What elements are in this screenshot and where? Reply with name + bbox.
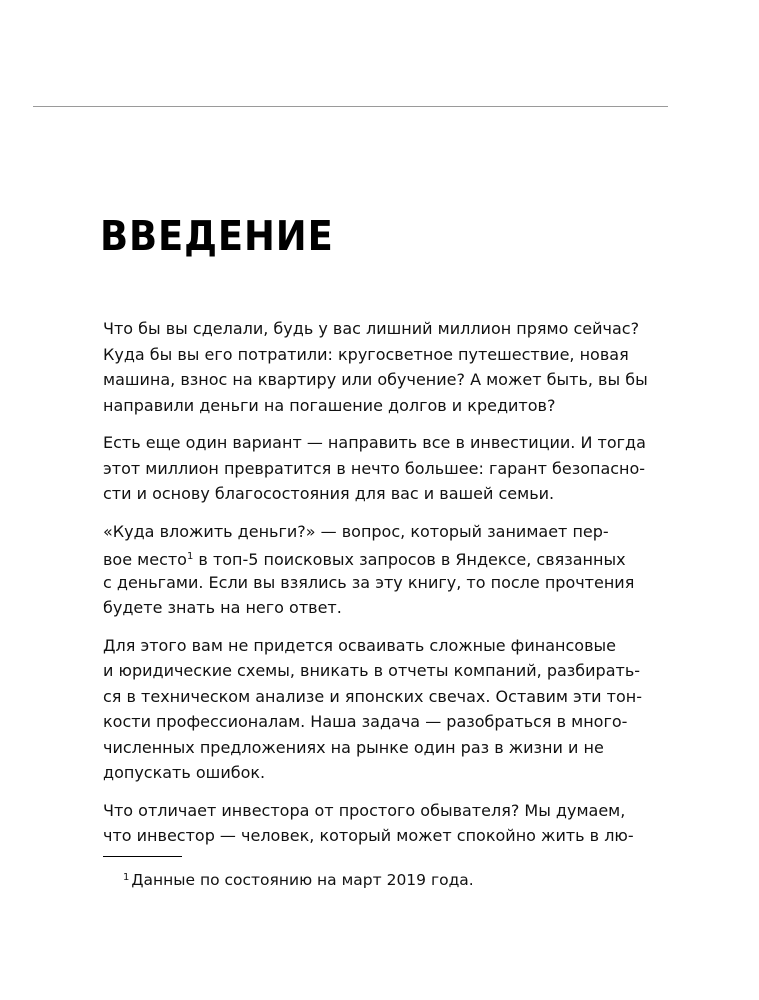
text-line: допускать ошибок. — [103, 763, 266, 782]
body-text — [103, 316, 648, 861]
chapter-title: ВВЕДЕНИЕ — [100, 212, 334, 260]
paragraph-5 — [103, 798, 634, 849]
text-line: сти и основу благосостояния для вас и вашей семьи. — [103, 484, 555, 503]
text-line: будете знать на него ответ. — [103, 598, 342, 617]
text-line: этот миллион превратится в нечто большее: гарант безопасно- — [103, 458, 646, 478]
footnote-reference: 1 — [186, 551, 194, 562]
text-line: Что бы вы сделали, будь у вас лишний миллион прямо сейчас? — [103, 319, 640, 338]
text-line: кости профессионалам. Наша задача — разобраться в много- — [103, 712, 628, 731]
text-fragment: вое место — [103, 550, 187, 569]
paragraph-1 — [103, 316, 648, 418]
text-line-with-footnote — [103, 544, 626, 570]
text-line: Есть еще один вариант — направить все в инвестиции. И тогда — [103, 433, 646, 452]
text-line: направили деньги на погашение долгов и кредитов? — [103, 395, 556, 415]
text-line: ся в техническом анализе и японских свечах. Оставим эти тон- — [103, 686, 642, 706]
footnote-rule — [103, 856, 182, 857]
text-line: и юридические схемы, вникать в отчеты компаний, разбирать- — [103, 661, 641, 680]
text-fragment: в топ-5 поисковых запросов в Яндексе, связанных — [193, 550, 626, 569]
text-line: машина, взнос на квартиру или обучение? А может быть, вы бы — [103, 370, 648, 389]
text-line: Куда бы вы его потратили: кругосветное путешествие, новая — [103, 344, 629, 364]
text-line: с деньгами. Если вы взялись за эту книгу, то после прочтения — [103, 572, 635, 592]
paragraph-4 — [103, 633, 642, 786]
text-line: Что отличает инвестора от простого обывателя? Мы думаем, — [103, 800, 626, 820]
footnote-mark: 1 — [123, 872, 130, 883]
text-line: Для этого вам не придется осваивать сложные финансовые — [103, 635, 616, 655]
text-line: что инвестор — человек, который может спокойно жить в лю- — [103, 826, 634, 845]
text-line: численных предложениях на рынке один раз в жизни и не — [103, 737, 604, 757]
text-line: «Куда вложить деньги?» — вопрос, который занимает пер- — [103, 521, 609, 541]
footnote — [123, 867, 474, 891]
paragraph-2 — [103, 430, 646, 507]
header-rule — [33, 106, 668, 107]
footnote-text: Данные по состоянию на март 2019 года. — [131, 871, 474, 889]
paragraph-3 — [103, 519, 635, 621]
